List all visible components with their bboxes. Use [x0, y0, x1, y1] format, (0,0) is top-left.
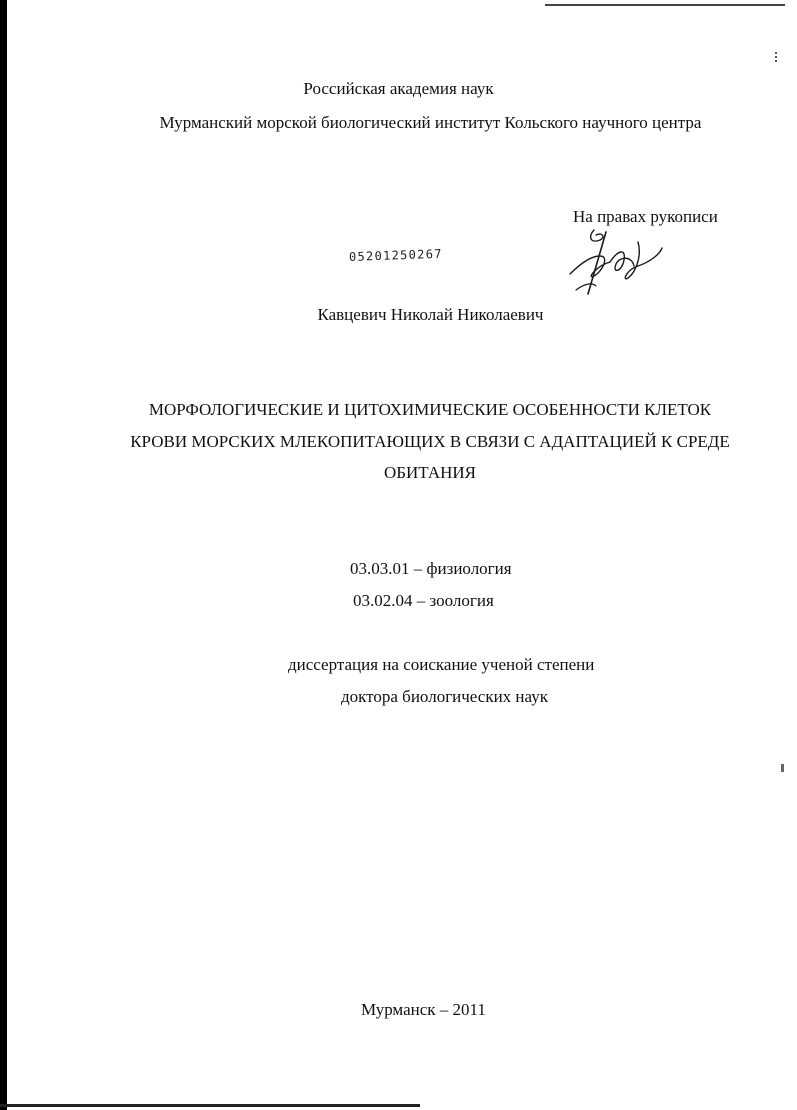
- scan-border-bottom: [0, 1104, 420, 1107]
- scan-mark-top: [545, 4, 785, 6]
- academy-name: Российская академия наук: [303, 79, 494, 98]
- inventory-number: 05201250267: [348, 246, 443, 264]
- title-line-1: МОРФОЛОГИЧЕСКИЕ И ЦИТОХИМИЧЕСКИЕ ОСОБЕННОСТИ КЛЕТОК: [148, 400, 712, 419]
- title-line-2: КРОВИ МОРСКИХ МЛЕКОПИТАЮЩИХ В СВЯЗИ С АДАПТАЦИЕЙ К СРЕДЕ: [130, 432, 730, 451]
- title-line-3: ОБИТАНИЯ: [383, 463, 477, 482]
- degree-line-2: доктора биологических наук: [341, 687, 548, 706]
- scan-mark-right: [775, 52, 781, 62]
- author-name: Кавцевич Николай Николаевич: [317, 305, 544, 324]
- institute-name: Мурманский морской биологический институт Кольского научного центра: [159, 113, 702, 132]
- specialty-physiology: 03.03.01 – физиология: [350, 559, 512, 578]
- degree-line-1: диссертация на соискание ученой степени: [288, 655, 595, 674]
- specialty-zoology: 03.02.04 – зоология: [353, 591, 494, 610]
- rights-note: На правах рукописи: [573, 207, 718, 226]
- scan-mark-right-lower: [781, 764, 784, 772]
- city-year: Мурманск – 2011: [361, 1000, 486, 1019]
- scan-border-left: [0, 0, 7, 1110]
- signature-icon: [566, 226, 666, 298]
